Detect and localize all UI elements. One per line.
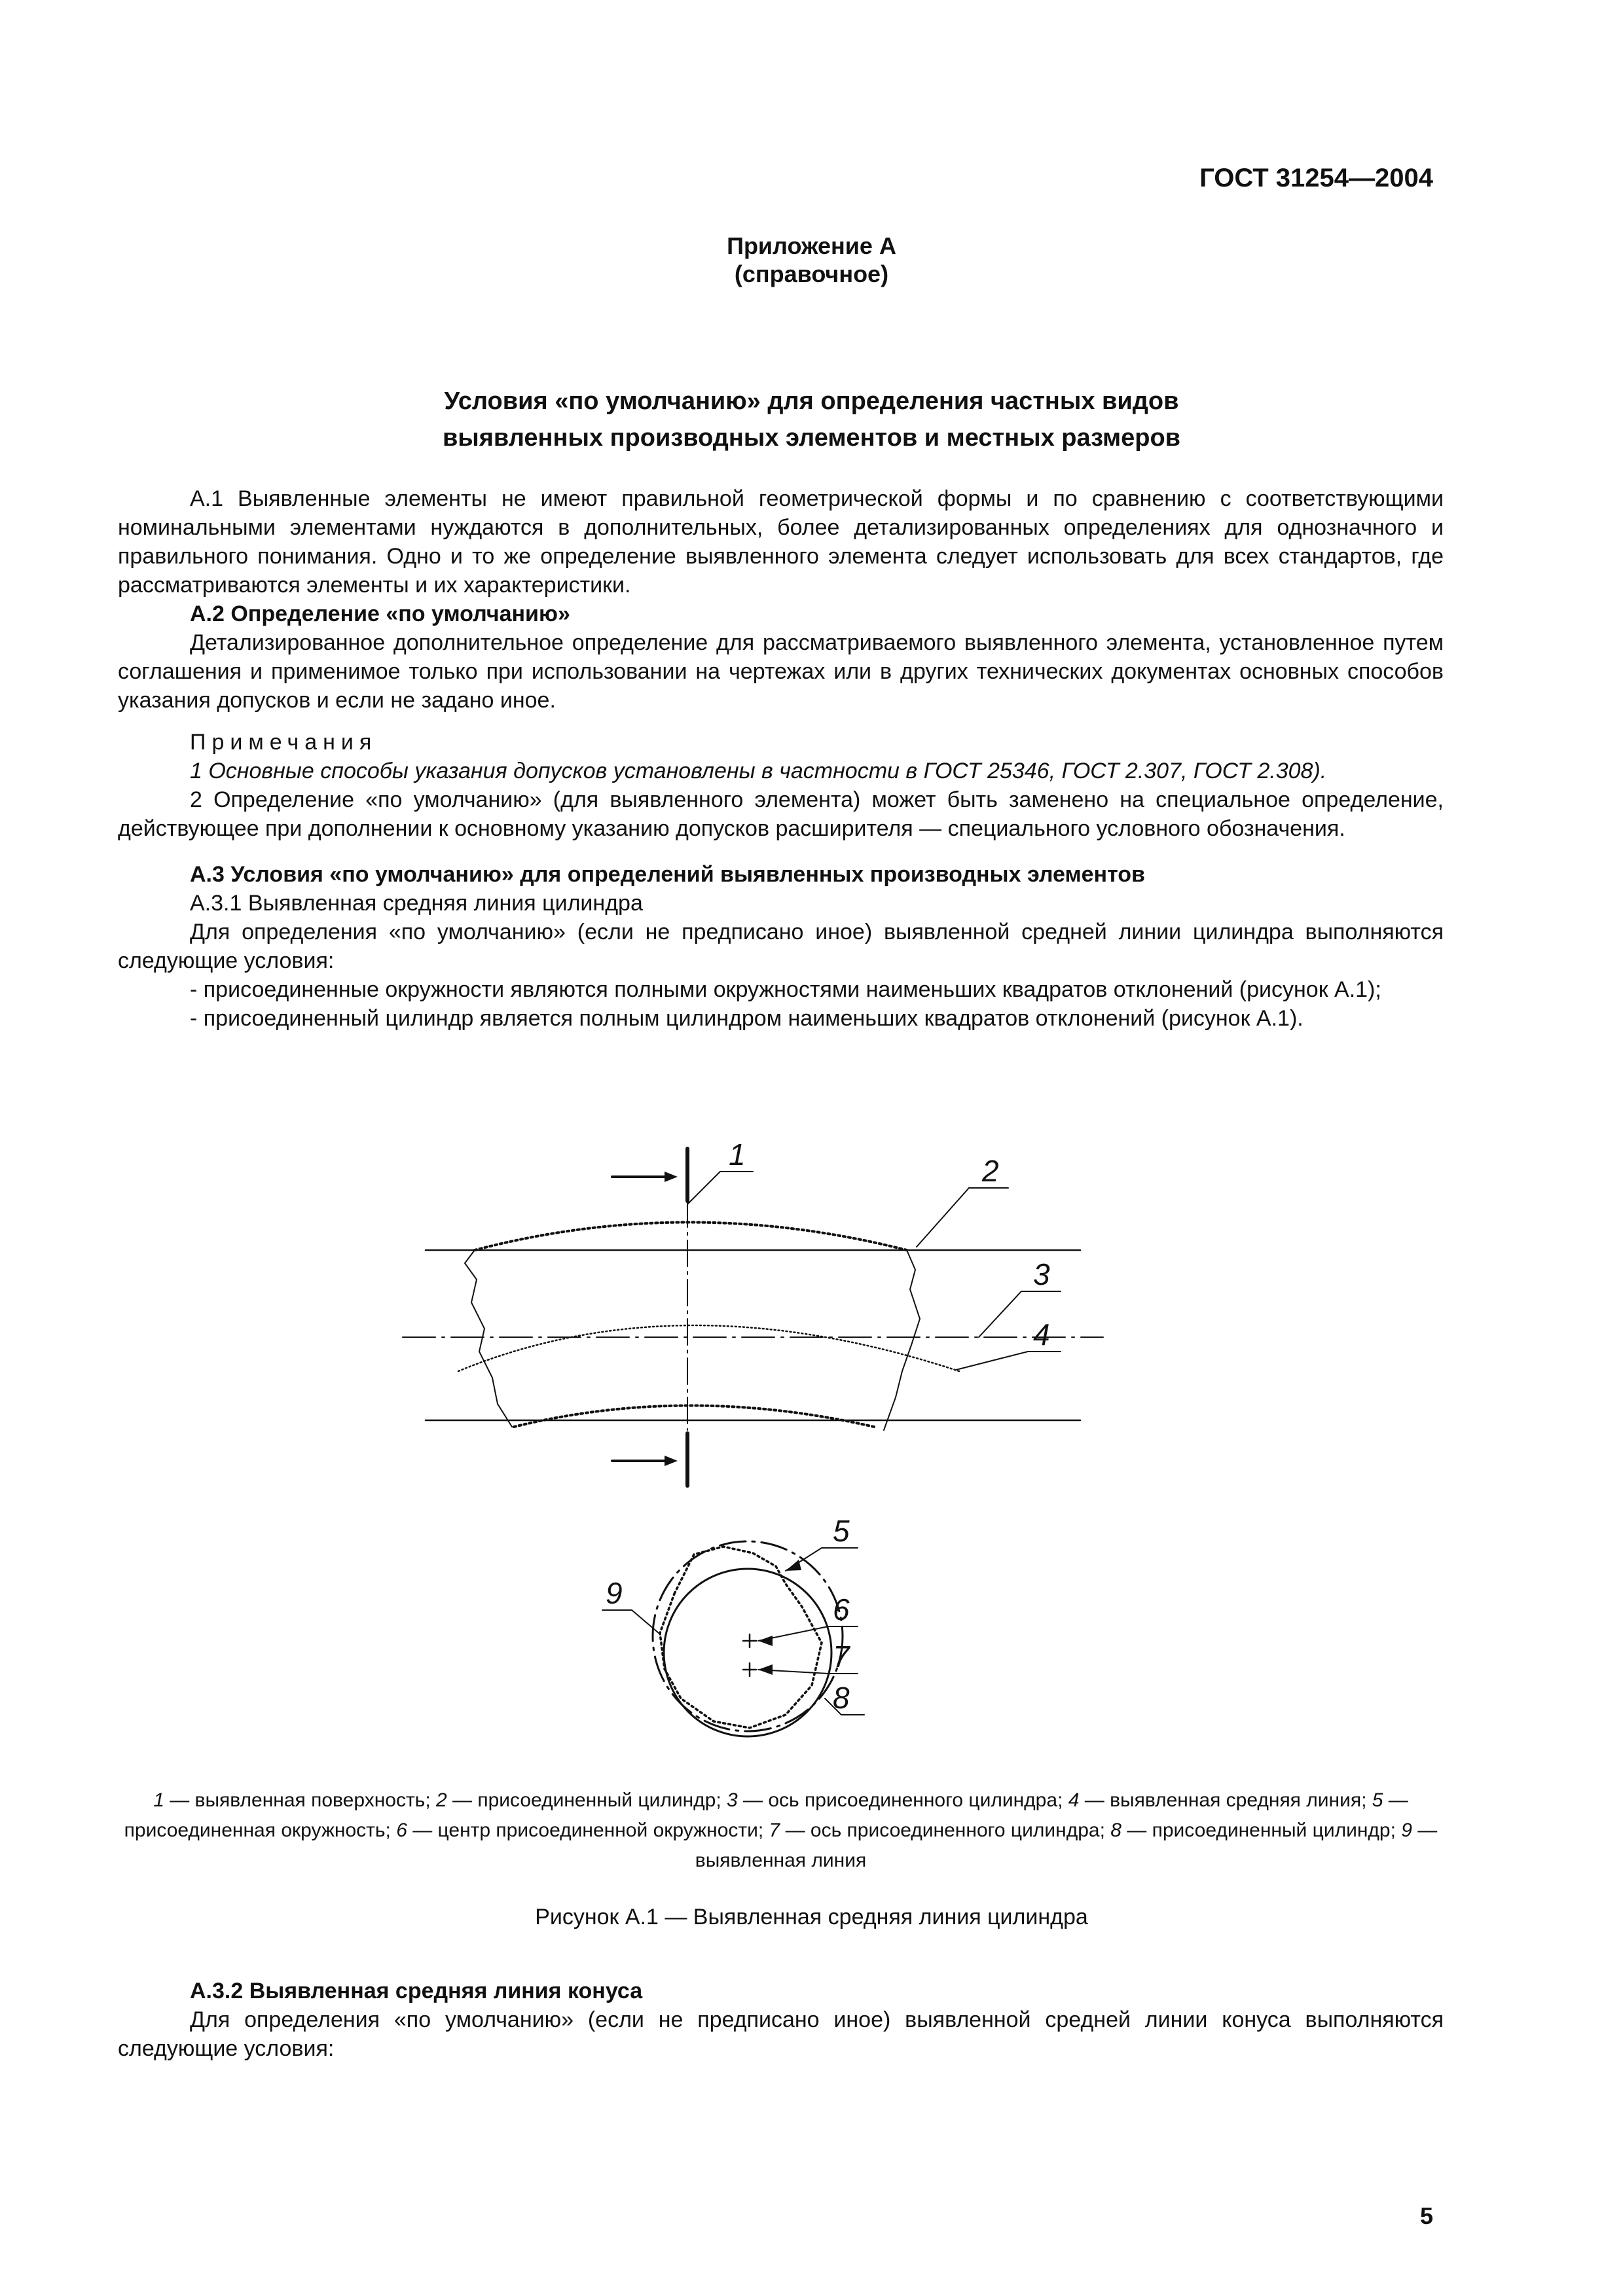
figure-legend: 1 — выявленная поверхность; 2 — присоединенный цилиндр; 3 — ось присоединенного цилиндра; 4 — выявленная средняя линия; 5 — присоединенная окружность; 6 — центр присоединенной окружности; 7 — ось присоединенного цилиндра; 8 — присоединенный цилиндр; 9 — выявленная линия (124, 1789, 1438, 1871)
extracted-surface-top (475, 1223, 907, 1251)
label-3: 3 (1033, 1257, 1050, 1291)
paragraph-a32: Для определения «по умолчанию» (если не предписано иное) выявленной средней линии конуса выполняются следующие условия: (118, 2007, 1444, 2061)
annex-title: Приложение А (727, 232, 896, 259)
leader-2 (917, 1188, 1008, 1247)
label-5: 5 (833, 1514, 850, 1548)
extracted-line (660, 1547, 822, 1728)
label-6: 6 (833, 1592, 850, 1626)
note-1: 1 Основные способы указания допусков установлены в частности в ГОСТ 25346, ГОСТ 2.307, ГОСТ 2.308). (190, 759, 1327, 783)
extracted-median-line (458, 1325, 959, 1371)
notes-label: Примечания (190, 730, 378, 755)
heading-a31: А.3.1 Выявленная средняя линия цилиндра (190, 891, 643, 916)
arrowhead-7 (758, 1664, 773, 1675)
paragraph-a2: Детализированное дополнительное определение для рассматриваемого выявленного элемента, установленное путем соглашения и применимое только при использовании на чертежах или в других технических документах основных способов указания допусков и если не задано иное. (118, 630, 1444, 713)
label-2: 2 (982, 1154, 999, 1188)
condition-1: - присоединенные окружности являются полными окружностями наименьших квадратов отклонений (рисунок А.1); (190, 977, 1381, 1002)
page-number: 5 (1419, 2202, 1433, 2229)
paragraph-a1: А.1 Выявленные элементы не имеют правильной геометрической формы и по сравнению с соответствующими номинальными элементами нуждаются в дополнительных, более детализированных определениях для однозначного и правильного понимания. Одно и то же определение выявленного элемента следует использовать для всех стандартов, где рассматриваются элементы и их характеристики. (118, 486, 1444, 598)
arrowhead-6 (758, 1636, 773, 1646)
body-text-continued (118, 1977, 1444, 2063)
label-8: 8 (833, 1681, 850, 1715)
note-2: 2 Определение «по умолчанию» (для выявленного элемента) может быть заменено на специальное определение, действующее при дополнении к основному указанию допусков расширителя — специального условного обозначения. (118, 787, 1444, 841)
heading-a2: А.2 Определение «по умолчанию» (190, 601, 570, 626)
extracted-surface-bottom (514, 1406, 874, 1427)
leader-9 (602, 1610, 659, 1633)
section-title (0, 383, 1623, 456)
document-id: ГОСТ 31254—2004 (1199, 164, 1433, 192)
leader-1 (687, 1172, 753, 1204)
annex-status: (справочное) (734, 260, 889, 287)
section-title-line-1: Условия «по умолчанию» для определения частных видов (444, 387, 1179, 415)
label-4: 4 (1033, 1318, 1050, 1352)
label-9: 9 (606, 1576, 623, 1610)
associated-circle (664, 1569, 831, 1736)
section-title-line-2: выявленных производных элементов и местных размеров (442, 424, 1181, 452)
heading-a32: А.3.2 Выявленная средняя линия конуса (190, 1979, 643, 2003)
paragraph-a31-intro: Для определения «по умолчанию» (если не предписано иное) выявленной средней линии цилиндра выполняются следующие условия: (118, 920, 1444, 973)
extracted-profile-right (884, 1250, 920, 1430)
body-text (118, 484, 1444, 1033)
extracted-profile-left (465, 1250, 512, 1427)
leader-4 (956, 1352, 1061, 1370)
section-arrowhead-top (665, 1172, 678, 1182)
figure-a1 (367, 1122, 1152, 1764)
figure-caption: Рисунок А.1 — Выявленная средняя линия цилиндра (535, 1905, 1088, 1929)
heading-a3: А.3 Условия «по умолчанию» для определений выявленных производных элементов (190, 862, 1145, 887)
label-1: 1 (729, 1138, 746, 1172)
condition-2: - присоединенный цилиндр является полным цилиндром наименьших квадратов отклонений (рисунок А.1). (190, 1006, 1304, 1031)
label-7: 7 (833, 1640, 850, 1674)
arrowhead-5 (786, 1560, 801, 1571)
section-arrowhead-bottom (665, 1456, 678, 1466)
